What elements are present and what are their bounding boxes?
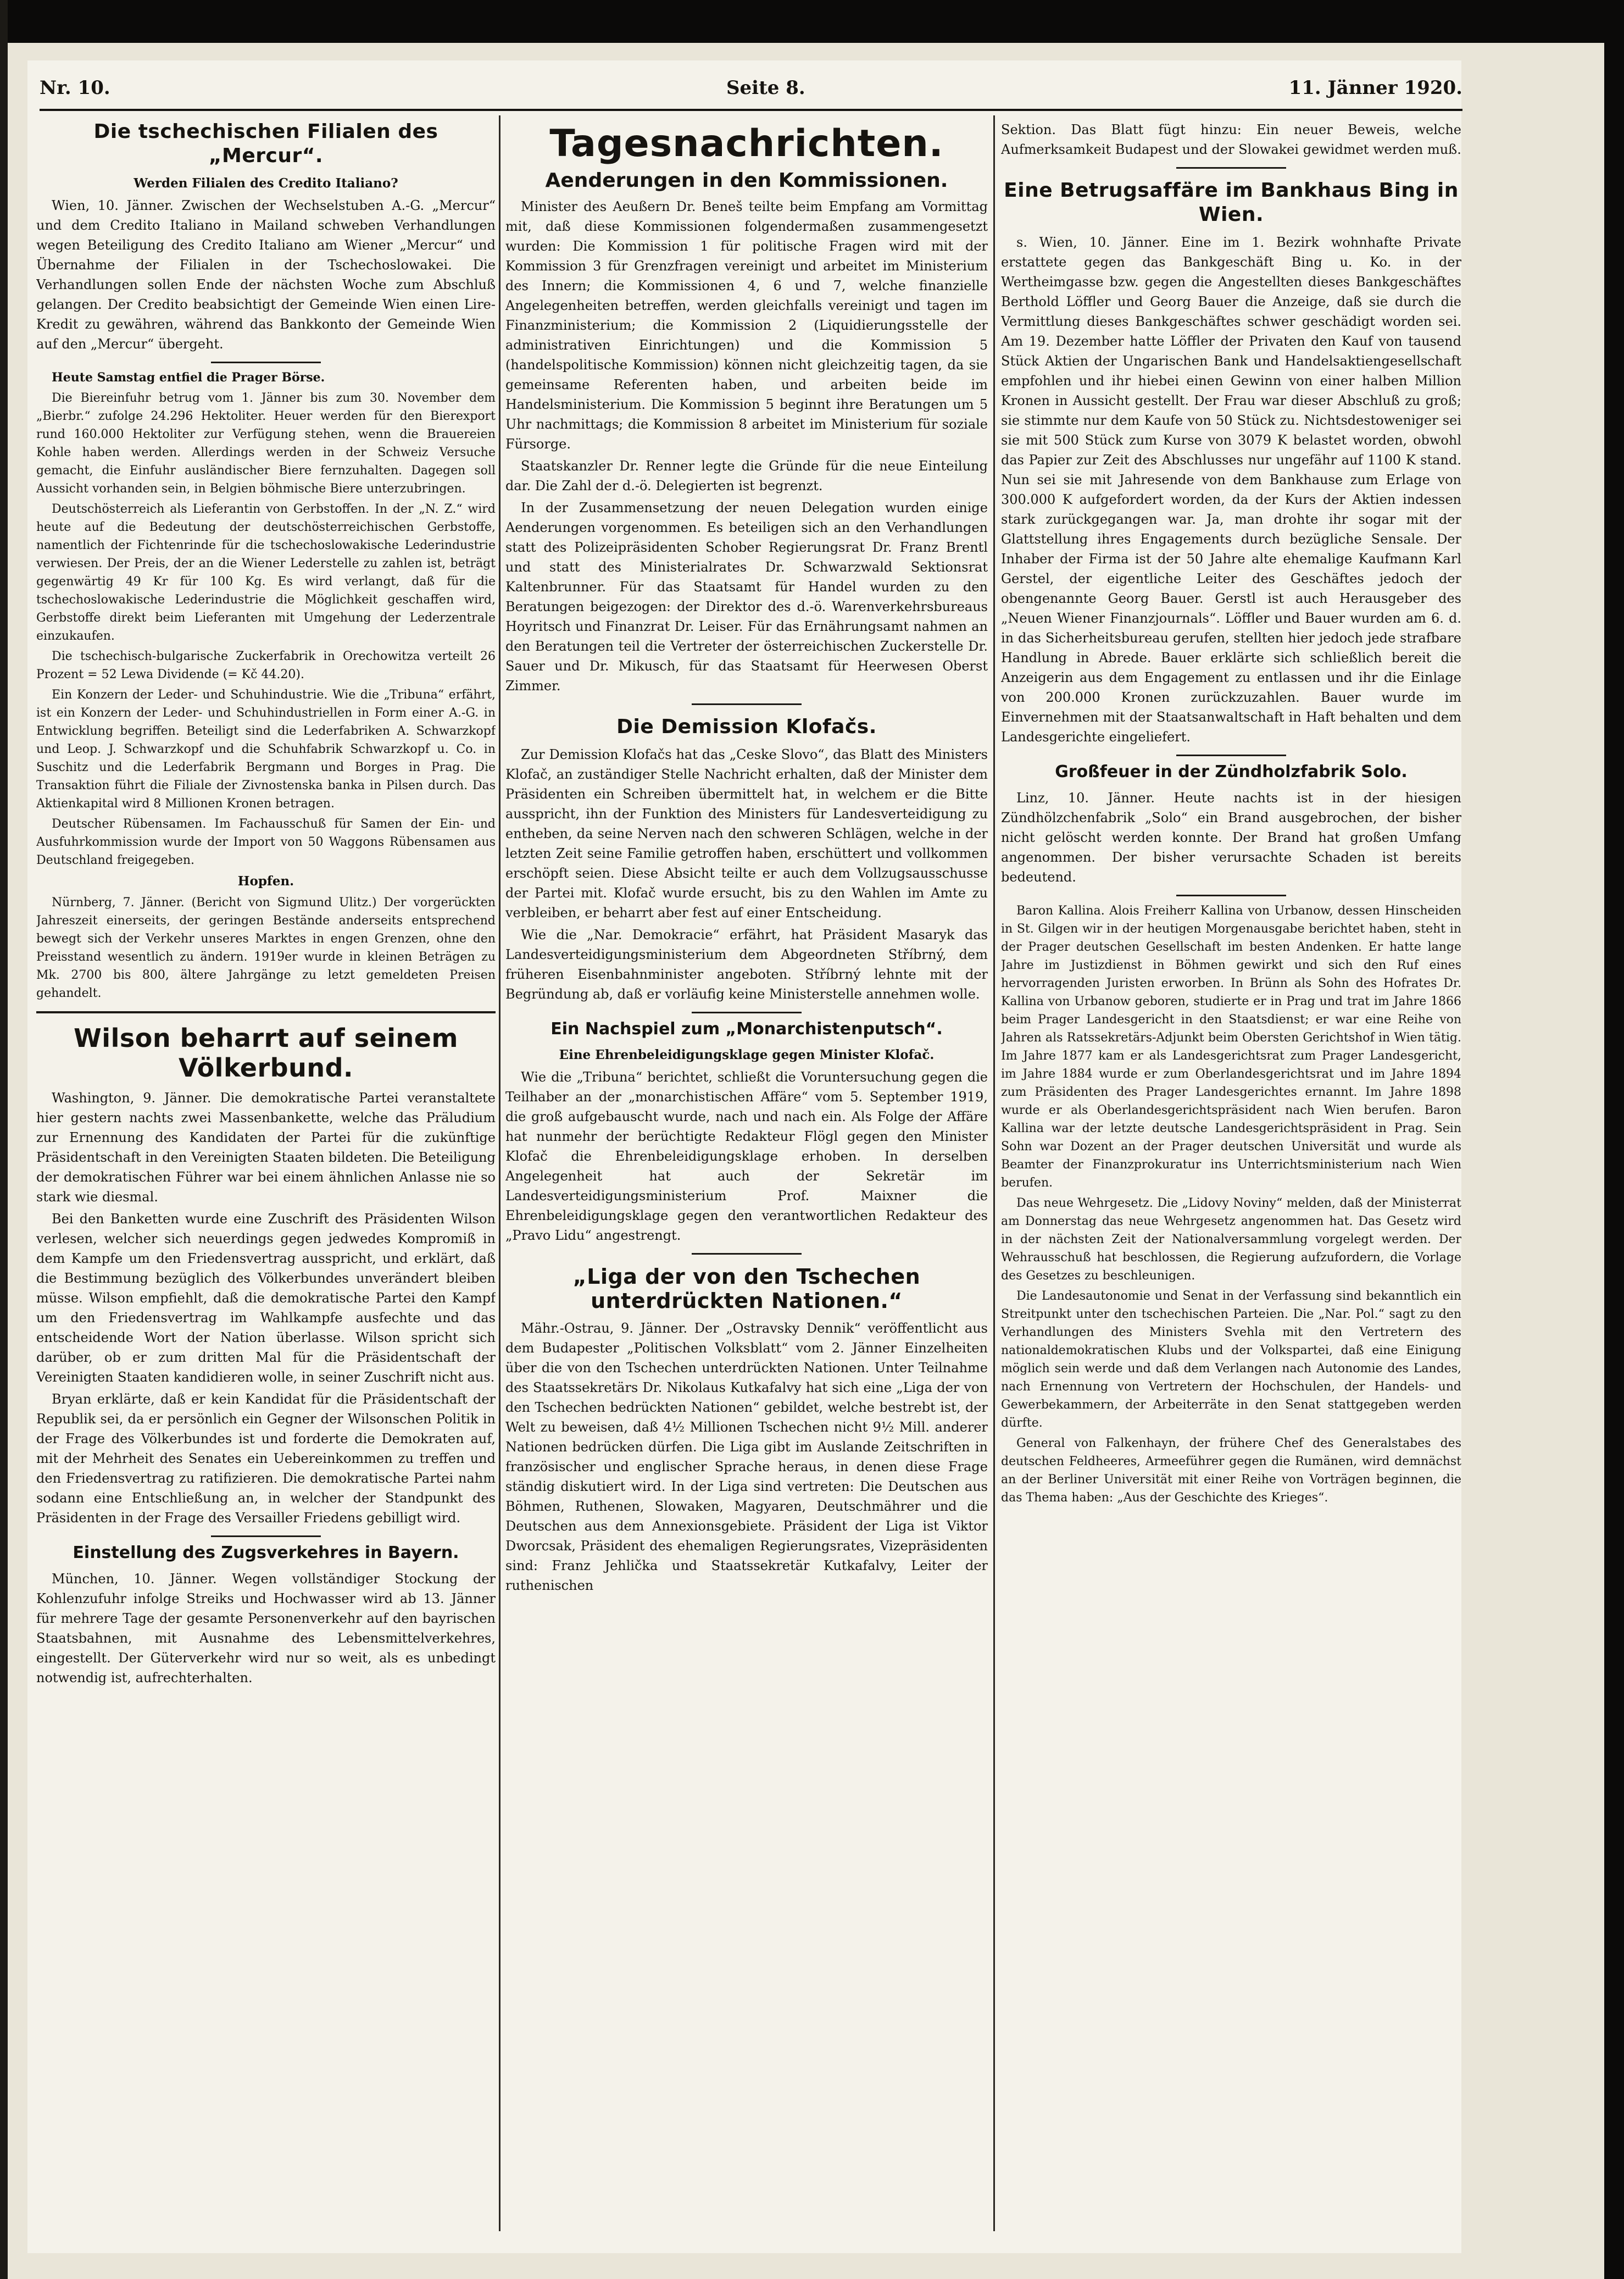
- separator: [211, 362, 321, 363]
- page-number: Seite 8.: [726, 77, 805, 99]
- article-body-bing: s. Wien, 10. Jänner. Eine im 1. Bezirk wohnhafte Private erstattete gegen das Bankgeschäft Bing u. Ko. in der Wertheimgasse bzw. gegen die Angestellten dieses Bankgeschäftes Berthold Löffler und Georg Bauer die Anzeige, daß sie durch die Vermittlung dieses Bankgeschäftes schwer geschädigt worden sei. Am 19. Dezember hatte Löffler der Privaten den Kauf von tausend Stück Aktien der Ungarischen Bank und Handelsaktiengesellschaft empfohlen und ihr hiebei einen Gewinn von einer halben Million Kronen in Aussicht gestellt. Der Frau war dieser Abschluß zu groß; sie stimmte nur dem Kaufe von 50 Stück zu. Nichtsdestoweniger sei sie mit 500 Stück zum Kurse von 3079 K belastet worden, obwohl das Papier zur Zeit des Abschlusses nur ungefähr auf 1100 K stand. Nun sei sie mit Jahresende von dem Bankhause zum Erlage von 300.000 K aufgefordert worden, da der Kurs der Aktien indessen stark zurückgegangen war. Ja, man drohte ihr sogar mit der Glattstellung ihres Engagements durch bezügliche Sensale. Der Inhaber der Firma ist der 50 Jahre alte ehemalige Kaufmann Karl Gerstel, der eigentliche Leiter des Geschäftes jedoch der obengenannte Georg Bauer. Gerstl ist auch Herausgeber des „Neuen Wiener Finanzjournals“. Löffler und Bauer wurden am 6. d. in das Sicherheitsbureau gerufen, stellten hier jedoch jede strafbare Handlung in Abrede. Bauer erklärte sich schließlich bereit die Anzeigerin aus dem Engagement zu entlassen und ihr die Einlage von 200.000 Kronen zurückzuzahlen. Bauer wurde im Einvernehmen mit der Staatsanwaltschaft in Haft behalten und dem Landesgerichte eingeliefert.: [1001, 235, 1461, 745]
- article-body-solo: Linz, 10. Jänner. Heute nachts ist in der hiesigen Zündhölzchenfabrik „Solo“ ein Brand ausgebrochen, der bisher nicht gelöscht werden konnte. Der Brand hat großen Umfang angenommen. Der bisher verursachte Schaden ist bereits bedeutend.: [1001, 790, 1461, 885]
- separator: [692, 1253, 802, 1255]
- article-body-wilson-2: Bei den Banketten wurde eine Zuschrift des Präsidenten Wilson verlesen, welcher sich neuerdings gegen jedwedes Kompromiß in dem Kampfe um den Friedensvertrag ausspricht, und erklärt, daß die Bestimmung bezüglich des Völkerbundes unverändert bleiben müsse. Wilson empfiehlt, daß die demokratische Partei den Kampf um den Friedensvertrag im Wahlkampfe ausfechte und das entscheidende Wort der Nation überlasse. Wilson spricht sich darüber, ob er zum dritten Mal für die Präsidentschaft der Vereinigten Staaten kandidieren wolle, in seiner Zuschrift nicht aus.: [36, 1211, 496, 1385]
- article-title-solo: Großfeuer in der Zündholzfabrik Solo.: [1055, 762, 1408, 781]
- article-body-mercur: Wien, 10. Jänner. Zwischen der Wechselstuben A.-G. „Mercur“ und dem Credito Italiano in Mailand schweben Verhandlungen wegen Beteiligung des Credito Italiano am Wiener „Mercur“ und Übernahme der Filialen in der Tschechoslowakei. Die Verhandlungen sollen Ende der nächsten Woche zum Abschluß gelangen. Der Credito beabsichtigt der Gemeinde Wien einen Lire-Kredit zu gewähren, während das Bankkonto der Gemeinde Wien auf den „Mercur“ übergeht.: [36, 198, 496, 352]
- article-body-liga-continued: Sektion. Das Blatt fügt hinzu: Ein neuer Beweis, welche Aufmerksamkeit Budapest und der Slowakei gewidmet werden muß.: [1001, 122, 1461, 157]
- separator: [1176, 167, 1286, 169]
- column-rule-2: [993, 115, 995, 2231]
- article-body-kommissionen-2: Staatskanzler Dr. Renner legte die Gründe für die neue Einteilung dar. Die Zahl der d.-ö. Delegierten ist begrenzt.: [505, 458, 988, 493]
- header-rule: [40, 109, 1462, 111]
- article-title-bayern: Einstellung des Zugsverkehres in Bayern.: [73, 1543, 459, 1562]
- separator: [1176, 755, 1286, 756]
- article-body-bayern: München, 10. Jänner. Wegen vollständiger Stockung der Kohlenzufuhr infolge Streiks und Hochwasser wird ab 13. Jänner für mehrere Tage der gesamte Personenverkehr auf den bayrischen Staatsbahnen, mit Ausnahme des Lebensmittelverkehres, eingestellt. Der Güterverkehr wird nur so weit, als es unbedingt notwendig ist, aufrechterhalten.: [36, 1571, 496, 1685]
- scan-edge-right: [1604, 0, 1624, 2279]
- news-item-konzern: Ein Konzern der Leder- und Schuhindustrie. Wie die „Tribuna“ erfährt, ist ein Konzern der Leder- und Schuhindustriellen in Form einer A.-G. in Entwicklung begriffen. Beteiligt sind die Lederfabriken A. Schwarzkopf und Leop. J. Schwarzkopf und die Schuhfabrik Schwarzkopf u. Co. in Suschitz und die Lederfabrik Bergmann und Borges in Prag. Die Transaktion führt die Filiale der Zivnostenska banka in Pilsen durch. Das Aktienkapital wird 8 Millionen Kronen betragen.: [36, 688, 496, 811]
- news-item-biereinfuhr: Die Biereinfuhr betrug vom 1. Jänner bis zum 30. November dem „Bierbr.“ zufolge 24.296 Hektoliter. Heuer werden für den Bierexport rund 160.000 Hektoliter zur Verfügung stehen, wenn die Brauereien Kohle haben werden. Allerdings werden in der Schweiz Versuche gemacht, die Einfuhr ausländischer Biere fernzuhalten. Dagegen soll Aussicht vorhanden sein, in Belgien böhmische Biere unterzubringen.: [36, 391, 496, 496]
- separator: [211, 1535, 321, 1537]
- column-2: [505, 120, 988, 2241]
- news-item-falkenhayn: General von Falkenhayn, der frühere Chef des Generalstabes des deutschen Feldheeres, Armeeführer gegen die Rumänen, wird demnächst an der Berliner Universität mit einer Reihe von Vorträgen beginnen, die das Thema haben: „Aus der Geschichte des Krieges“.: [1001, 1437, 1461, 1505]
- article-title-wilson: Wilson beharrt auf seinem Völkerbund.: [74, 1023, 458, 1083]
- column-rule-1: [499, 115, 500, 2231]
- article-body-kommissionen-1: Minister des Aeußern Dr. Beneš teilte beim Empfang am Vormittag mit, daß diese Kommissionen folgendermaßen zusammengesetzt wurden: Die Kommission 1 für politische Fragen wird mit der Kommission 3 für Grenzfragen vereinigt und arbeitet im Ministerium des Innern; die Kommissionen 4, 6 und 7, welche finanzielle Angelegenheiten betreffen, werden gleichfalls vereinigt und tagen im Finanzministerium; die Kommission 2 (Liquidierungsstelle der administrativen Einrichtungen) und die Kommission 5 (handelspolitische Kommission) können nicht gleichzeitig tagen, da sie gemeinsame Referenten haben, und arbeiten beide im Handelsministerium. Die Kommission 5 beginnt ihre Beratungen um 5 Uhr nachmittags; die Kommission 8 arbeitet im Ministerium für soziale Fürsorge.: [505, 199, 988, 452]
- article-body-liga: Mähr.-Ostrau, 9. Jänner. Der „Ostravsky Dennik“ veröffentlicht aus dem Budapester „Politischen Volksblatt“ vom 2. Jänner Einzelheiten über die von den Tschechen unterdrückten Nationen. Unter Teilnahme des Staatssekretärs Dr. Nikolaus Kutkafalvy hat sich eine „Liga der von den Tschechen bedrückten Nationen“ gebildet, welche bestrebt ist, der Welt zu beweisen, daß 4½ Millionen Tschechen nicht 9½ Mill. anderer Nationen bedrücken dürfen. Die Liga gibt im Auslande Zeitschriften in französischer und englischer Sprache heraus, in denen diese Frage ständig diskutiert wird. In der Liga sind vertreten: Die Deutschen aus Böhmen, Ruthenen, Slowaken, Magyaren, Deutschmährer und die Deutschen aus dem Annexionsgebiete. Präsident der Liga ist Viktor Dworcsak, Präsident des ehemaligen Regierungsrates, Vizepräsidenten sind: Franz Jehlička und Staatssekretär Kutkafalvy, Leiter der ruthenischen: [505, 1321, 988, 1593]
- news-item-hopfen: Nürnberg, 7. Jänner. (Bericht von Sigmund Ulitz.) Der vorgerückten Jahreszeit einerseits, der geringen Bestände anderseits entsprechend bewegt sich der Verkehr unseres Marktes in engen Grenzen, ohne den Preisstand wesentlich zu ändern. 1919er wurde in kleinen Beträgen zu Mk. 2700 bis 800, ältere Jahrgänge zu letzt gemeldeten Preisen gehandelt.: [36, 896, 496, 1000]
- news-item-boerse: Heute Samstag entfiel die Prager Börse.: [52, 370, 325, 385]
- article-title-mercur: Die tschechischen Filialen des „Mercur“.: [93, 120, 438, 167]
- scan-edge-left: [0, 0, 8, 2279]
- article-title-nachspiel: Ein Nachspiel zum „Monarchistenputsch“.: [550, 1019, 943, 1039]
- separator: [1176, 895, 1286, 896]
- column-1: [36, 120, 496, 2241]
- section-heading-hopfen: Hopfen.: [237, 874, 294, 889]
- article-title-liga: „Liga der von den Tschechen unterdrückten Nationen.“: [572, 1265, 921, 1313]
- issue-date: 11. Jänner 1920.: [1288, 77, 1462, 99]
- news-item-ruebensamen: Deutscher Rübensamen. Im Fachausschuß für Samen der Ein- und Ausfuhrkommission wurde der Import von 50 Waggons Rübensamen aus Deutschland freigegeben.: [36, 817, 496, 867]
- news-item-zuckerfabrik: Die tschechisch-bulgarische Zuckerfabrik in Orechowitza verteilt 26 Prozent = 52 Lewa Dividende (= Kč 44.20).: [36, 650, 496, 681]
- article-subtitle-nachspiel: Eine Ehrenbeleidigungsklage gegen Minister Klofač.: [559, 1047, 935, 1062]
- column-3: [1001, 120, 1461, 2241]
- article-body-wilson-3: Bryan erklärte, daß er kein Kandidat für die Präsidentschaft der Republik sei, da er persönlich ein Gegner der Wilsonschen Politik in der Frage des Völkerbundes ist und forderte die Demokraten auf, mit der Mehrheit des Senates ein Uebereinkommen zu treffen und den Friedensvertrag zu ratifizieren. Die demokratische Partei nahm sodann eine Entschließung an, in welcher der Standpunkt des Präsidenten in der Frage des Versailler Friedens gebilligt wird.: [36, 1391, 496, 1526]
- news-item-kallina: Baron Kallina. Alois Freiherr Kallina von Urbanow, dessen Hinscheiden in St. Gilgen wir in der heutigen Morgenausgabe berichtet haben, steht in der Prager deutschen Gesellschaft im besten Andenken. Er hatte lange Jahre im Justizdienst in Böhmen gewirkt und sich den Ruf eines hervorragenden Juristen erworben. In Brünn als Sohn des Hofrates Dr. Kallina von Urbanow geboren, studierte er in Prag und trat im Jahre 1866 beim Prager Landesgericht in den Staatsdienst; er war eine Reihe von Jahren als Ratssekretärs-Adjunkt beim Obersten Gerichtshof in Wien tätig. Im Jahre 1877 kam er als Landesgerichtsrat zum Prager Landesgericht, im Jahre 1884 wurde er zum Oberlandesgerichtsrat und im Jahre 1894 zum Präsidenten des Prager Landesgerichtes ernannt. Im Jahre 1898 wurde er als Oberlandesgerichtspräsident nach Wien berufen. Baron Kallina war der letzte deutsche Landesgerichtspräsident in Prag. Sein Sohn war Dozent an der Prager deutschen Universität und wurde als Beamter der Finanzprokuratur ins Unterrichtsministerium nach Wien berufen.: [1001, 904, 1461, 1190]
- article-subtitle-mercur: Werden Filialen des Credito Italiano?: [134, 176, 398, 191]
- article-body-demission-1: Zur Demission Klofačs hat das „Ceske Slovo“, das Blatt des Ministers Klofač, an zuständiger Stelle Nachricht erhalten, daß der Minister dem Präsidenten ein Schreiben übermittelt hat, in welchem er die Bitte ausspricht, ihn der Funktion des Ministers für Landesverteidigung zu entheben, da seine Nerven nach den schweren Schlägen, welche in der letzten Zeit seine Familie getroffen haben, erschüttert und vollkommen erschöpft seien. Diese Absicht teilte er auch dem Vollzugsausschusse der Partei mit. Klofač wurde ersucht, bis zu den Wahlen im Amte zu verbleiben, er beharrt aber fest auf einer Entscheidung.: [505, 747, 988, 921]
- issue-number: Nr. 10.: [40, 77, 110, 99]
- separator: [36, 1011, 496, 1013]
- article-body-demission-2: Wie die „Nar. Demokracie“ erfährt, hat Präsident Masaryk das Landesverteidigungsministerium dem Abgeordneten Stříbrný, dem früheren Eisenbahnminister angeboten. Stříbrný lehnte mit der Begründung ab, daß er vorläufig keine Ministerstelle annehmen wolle.: [505, 927, 988, 1002]
- article-title-demission: Die Demission Klofačs.: [616, 716, 877, 738]
- page-header: [40, 77, 1462, 110]
- news-item-gerbstoffe: Deutschösterreich als Lieferantin von Gerbstoffen. In der „N. Z.“ wird heute auf die Bedeutung der deutschösterreichischen Gerbstoffe, namentlich der Fichtenrinde für die tschechoslowakische Lederindustrie verwiesen. Der Preis, der an die Wiener Lederstelle zu zahlen ist, beträgt gegenwärtig 49 Kr für 100 Kg. Es wird verlangt, daß für die tschechoslowakische Lederindustrie die Möglichkeit geschaffen wird, Gerbstoffe direkt beim Lieferanten mit Umgehung der Lederzentrale einzukaufen.: [36, 502, 496, 643]
- article-body-wilson-1: Washington, 9. Jänner. Die demokratische Partei veranstaltete hier gestern nachts zwei Massenbankette, welche das Präludium zur Ernennung des Kandidaten der Partei für die zukünftige Präsidentschaft in den Vereinigten Staaten bildeten. Die Beteiligung der demokratischen Führer war bei einem ähnlichen Anlasse nie so stark wie diesmal.: [36, 1090, 496, 1205]
- article-title-kommissionen: Aenderungen in den Kommissionen.: [545, 169, 948, 192]
- separator: [692, 1012, 802, 1013]
- section-title-tagesnachrichten: Tagesnachrichten.: [549, 122, 944, 165]
- separator: [692, 703, 802, 705]
- scan-edge-top: [0, 0, 1624, 43]
- article-title-bing: Eine Betrugsaffäre im Bankhaus Bing in Wien.: [1004, 179, 1459, 226]
- article-body-kommissionen-3: In der Zusammensetzung der neuen Delegation wurden einige Aenderungen vorgenommen. Es beteiligen sich an den Verhandlungen statt des Polizeipräsidenten Schober Regierungsrat Dr. Franz Brentl und statt des Ministerialrates Dr. Schwarzwald Sektionsrat Kaltenbrunner. Für das Staatsamt für Handel wurden zu den Beratungen beigezogen: der Direktor des d.-ö. Warenverkehrsbureaus Hoyritsch und Finanzrat Dr. Leiser. Für das Ernährungsamt nahmen an den Beratungen teil die Vertreter der österreichischen Zuckerstelle Dr. Sauer und Dr. Mikusch, für das Staatsamt für Heerwesen Oberst Zimmer.: [505, 500, 988, 694]
- article-body-nachspiel: Wie die „Tribuna“ berichtet, schließt die Voruntersuchung gegen die Teilhaber an der „monarchistischen Affäre“ vom 5. September 1919, die groß aufgebauscht wurde, nach und nach ein. Als Folge der Affäre hat nunmehr der berüchtigte Redakteur Flögl gegen den Minister Klofač die Ehrenbeleidigungsklage erhoben. In derselben Angelegenheit hat auch der Sekretär im Landesverteidigungsministerium Prof. Maixner die Ehrenbeleidigungsklage gegen den verantwortlichen Redakteur des „Pravo Lidu“ angestrengt.: [505, 1069, 988, 1243]
- news-item-wehrgesetz: Das neue Wehrgesetz. Die „Lidovy Noviny“ melden, daß der Ministerrat am Donnerstag das neue Wehrgesetz angenommen hat. Das Gesetz wird in der nächsten Zeit der Nationalversammlung vorgelegt werden. Der Wehrausschuß hat beschlossen, die Regierung aufzufordern, die Vorlage des Gesetzes zu beschleunigen.: [1001, 1196, 1461, 1283]
- news-item-landesautonomie: Die Landesautonomie und Senat in der Verfassung sind bekanntlich ein Streitpunkt unter den tschechischen Parteien. Die „Nar. Pol.“ sagt zu den Verhandlungen des Ministers Svehla mit den Vertretern des nationaldemokratischen Klubs und der Volkspartei, daß eine Einigung möglich sein werde und daß dem Verlangen nach Autonomie des Landes, nach Ernennung von Vertretern der Hochschulen, der Handels- und Gewerbekammern, der Arbeiterräte in den Senat stattgegeben werden dürfte.: [1001, 1289, 1461, 1430]
